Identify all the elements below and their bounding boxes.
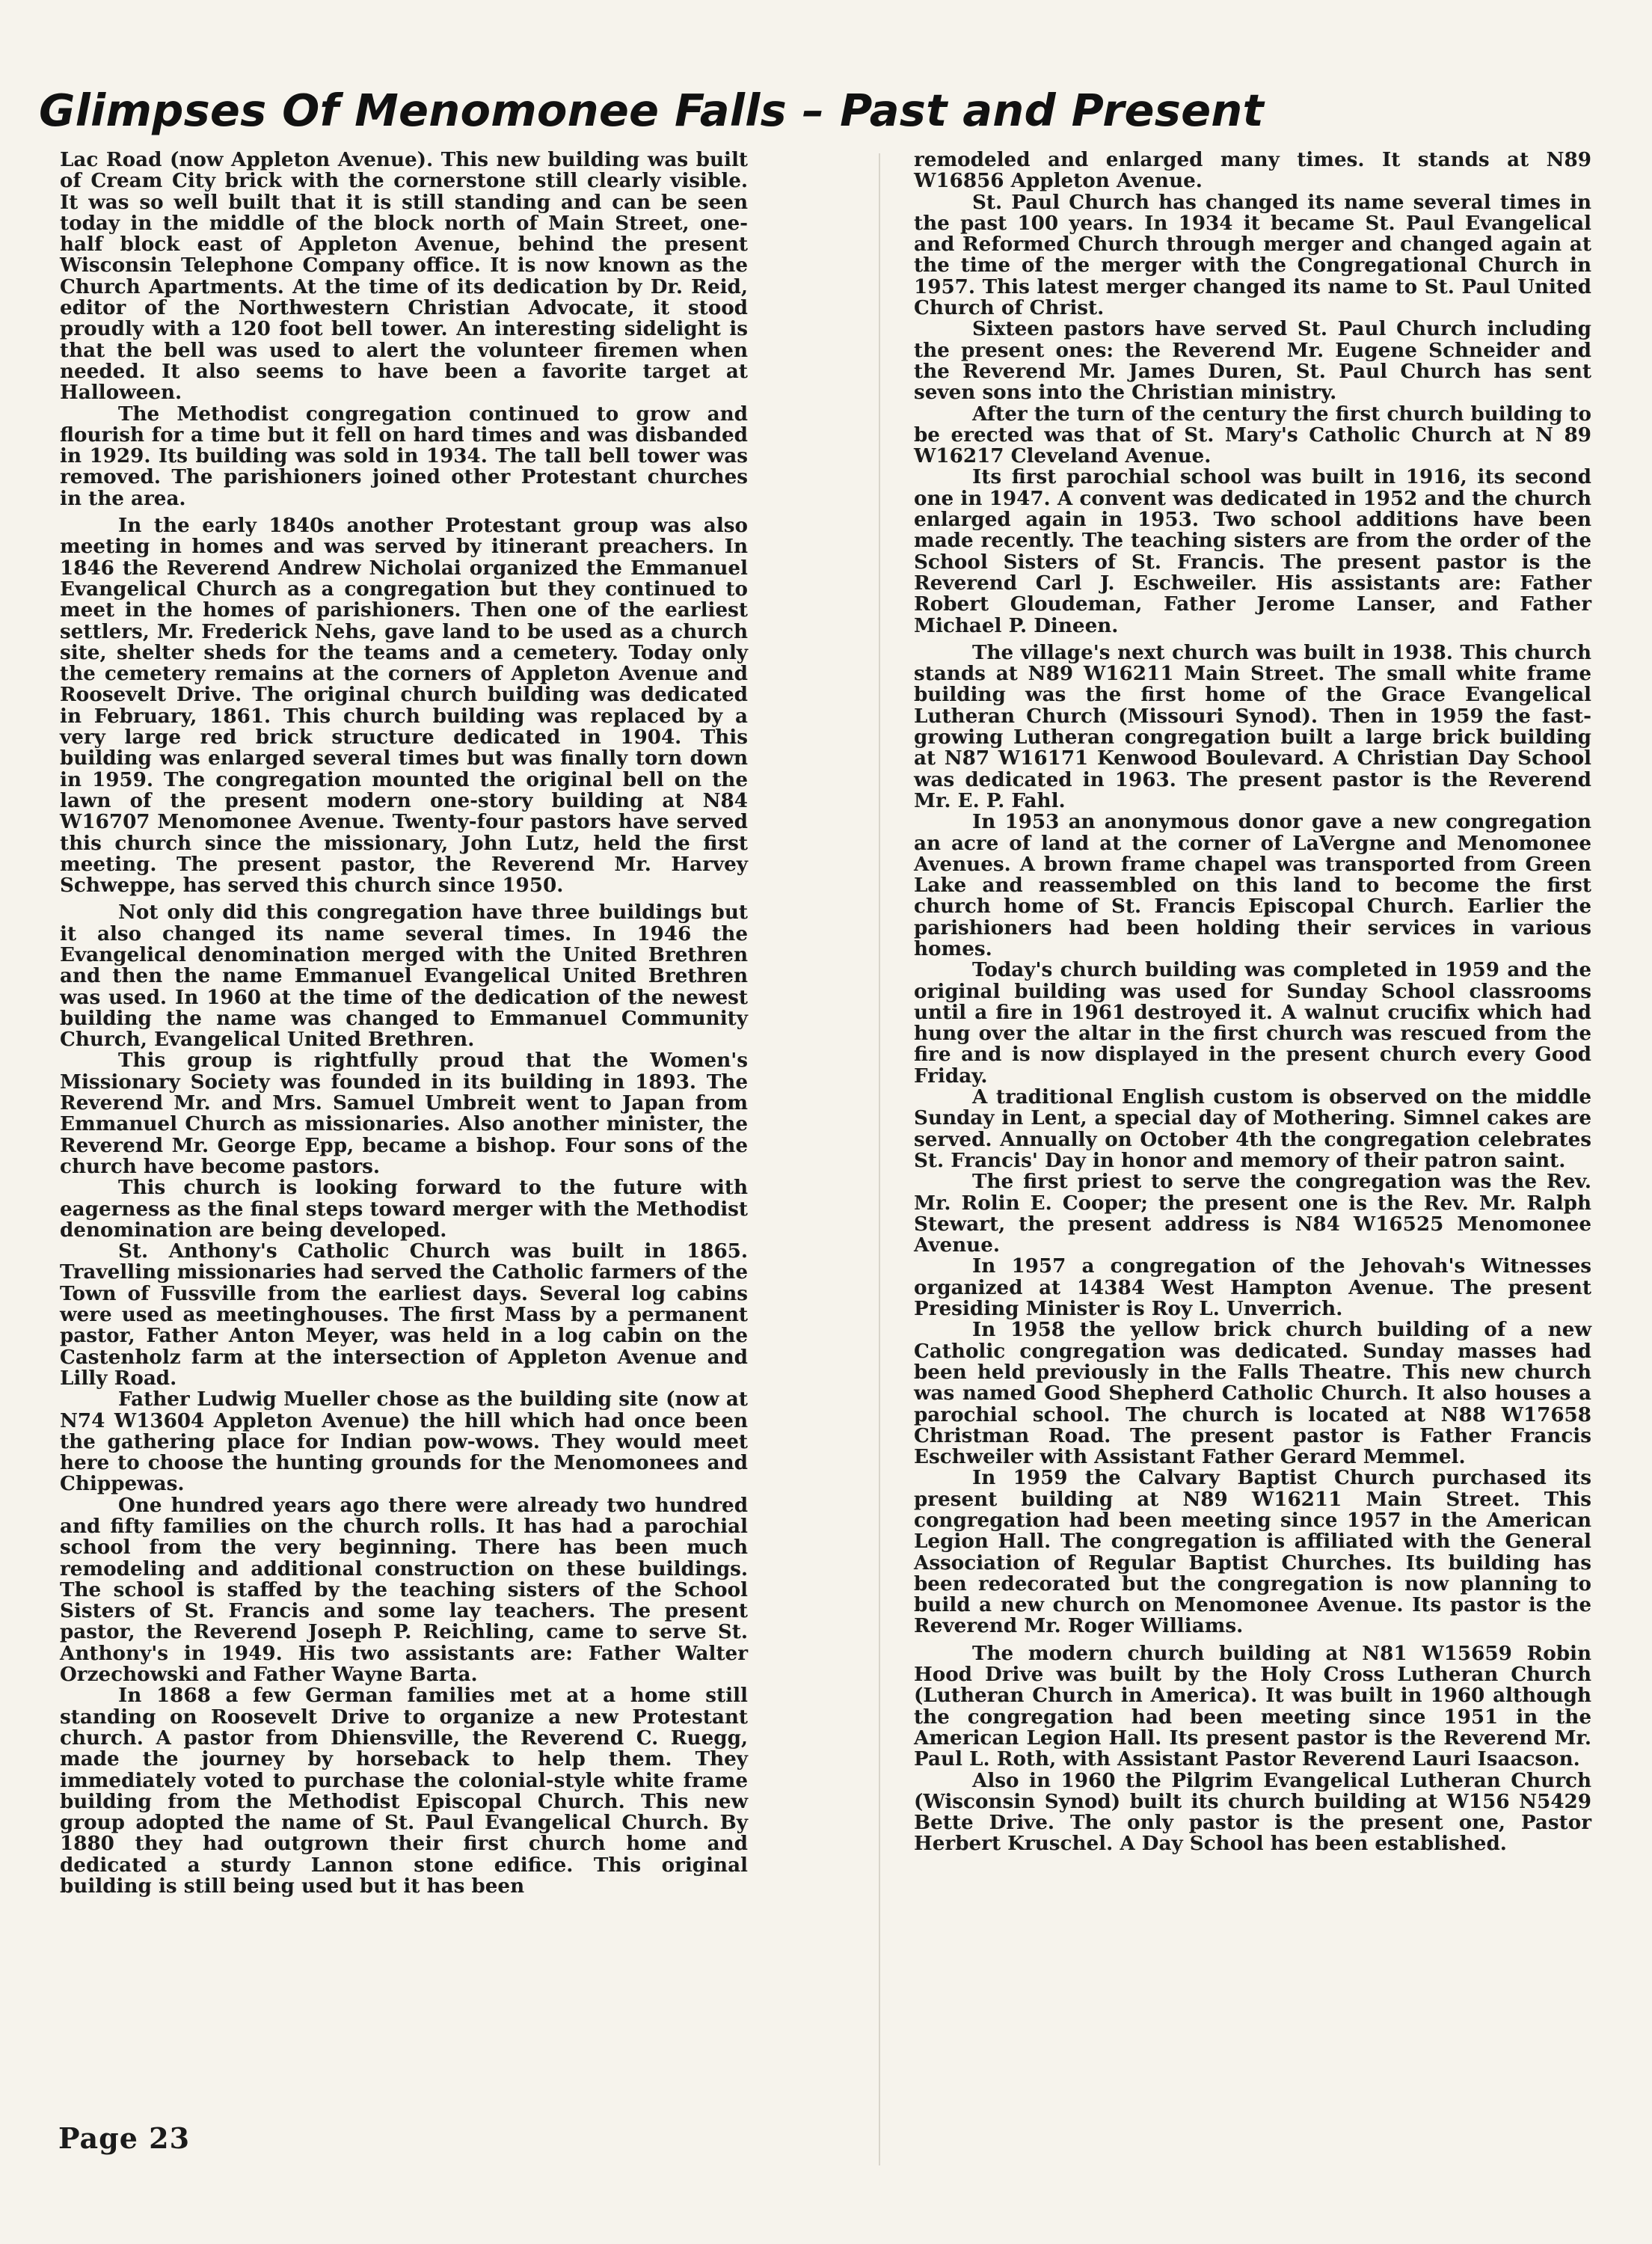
- headline: Glimpses Of Menomonee Falls – Past and Present: [39, 85, 1264, 136]
- paragraph: Also in 1960 the Pilgrim Evangelical Lutheran Church (Wisconsin Synod) built its church building at W156 N5429 Bette Drive. The only pastor is the present one, Pastor Herbert Kruschel. A Day School has been established.: [914, 1768, 1591, 1856]
- paragraph: In the early 1840s another Protestant group was also meeting in homes and was served by itinerant preachers. In 1846 the Reverend Andrew Nicholai organized the Emmanuel Evangelical Church as a congregation but they continued to meet in the homes of parishioners. Then one of the earliest settlers, Mr. Frederick Nehs, gave land to be used as a church site, shelter sheds for the teams and a cemetery. Today only the cemetery remains at the corners of Appleton Avenue and Roosevelt Drive. The original church building was dedicated in February, 1861. This church building was replaced by a very large red brick structure dedicated in 1904. This building was enlarged several times but was finally torn down in 1959. The congregation mounted the original bell on the lawn of the present modern one-story building at N84 W16707 Menomonee Avenue. Twenty-four pastors have served this church since the missionary, John Lutz, held the first meeting. The present pastor, the Reverend Mr. Harvey Schweppe, has served this church since 1950.: [60, 514, 748, 898]
- paragraph: The village's next church was built in 1938. This church stands at N89 W16211 Main Street. The small white frame building was the first home of the Grace Evangelical Lutheran Church (Missouri Synod). Then in 1959 the fast-growing Lutheran congregation built a large brick building at N87 W16171 Kenwood Boulevard. A Christian Day School was dedicated in 1963. The present pastor is the Reverend Mr. E. P. Fahl.: [914, 640, 1591, 812]
- paragraph: St. Anthony's Catholic Church was built in 1865. Travelling missionaries had served the Catholic farmers of the Town of Fussville from the earliest days. Several log cabins were used as meetinghouses. The first Mass by a permanent pastor, Father Anton Meyer, was held in a log cabin on the Castenholz farm at the intersection of Appleton Avenue and Lilly Road.: [60, 1239, 748, 1390]
- paragraph: One hundred years ago there were already two hundred and fifty families on the church rolls. It has had a parochial school from the very beginning. There has been much remodeling and additional construction on these buildings. The school is staffed by the teaching sisters of the School Sisters of St. Francis and some lay teachers. The present pastor, the Reverend Joseph P. Reichling, came to serve St. Anthony's in 1949. His two assistants are: Father Walter Orzechowski and Father Wayne Barta.: [60, 1493, 748, 1687]
- paragraph: In 1958 the yellow brick church building of a new Catholic congregation was dedicated. Sunday masses had been held previously in the Falls Theatre. This new church was named Good Shepherd Catholic Church. It also houses a parochial school. The church is located at N88 W17658 Christman Road. The present pastor is Father Francis Eschweiler with Assistant Father Gerard Memmel.: [914, 1318, 1591, 1469]
- paragraph: In 1868 a few German families met at a home still standing on Roosevelt Drive to organize a new Protestant church. A pastor from Dhiensville, the Reverend C. Ruegg, made the journey by horseback to help them. They immediately voted to purchase the colonial-style white frame building from the Methodist Episcopal Church. This new group adopted the name of St. Paul Evangelical Church. By 1880 they had outgrown their first church home and dedicated a sturdy Lannon stone edifice. This original building is still being used but it has been: [60, 1684, 748, 1898]
- paragraph: The modern church building at N81 W15659 Robin Hood Drive was built by the Holy Cross Lutheran Church (Lutheran Church in America). It was built in 1960 although the congregation had been meeting since 1951 in the American Legion Hall. Its present pastor is the Reverend Mr. Paul L. Roth, with Assistant Pastor Reverend Lauri Isaacson.: [914, 1641, 1591, 1771]
- paragraph: Lac Road (now Appleton Avenue). This new building was built of Cream City brick with the cornerstone still clearly visible. It was so well built that it is still standing and can be seen today in the middle of the block north of Main Street, one-half block east of Appleton Avenue, behind the present Wisconsin Telephone Company office. It is now known as the Church Apartments. At the time of its dedication by Dr. Reid, editor of the Northwestern Christian Advocate, it stood proudly with a 120 foot bell tower. An interesting sidelight is that the bell was used to alert the volunteer firemen when needed. It also seems to have been a favorite target at Halloween.: [60, 148, 748, 405]
- paragraph: Not only did this congregation have three buildings but it also changed its name several times. In 1946 the Evangelical denomination merged with the United Brethren and then the name Emmanuel Evangelical United Brethren was used. In 1960 at the time of the dedication of the newest building the name was changed to Emmanuel Community Church, Evangelical United Brethren.: [60, 901, 748, 1052]
- paragraph: This church is looking forward to the future with eagerness as the final steps toward merger with the Methodist denomination are being developed.: [60, 1176, 748, 1242]
- column-divider: [879, 153, 880, 2165]
- left-column: [60, 150, 748, 1897]
- paragraph: remodeled and enlarged many times. It stands at N89 W16856 Appleton Avenue.: [914, 148, 1591, 193]
- paragraph: This group is rightfully proud that the Women's Missionary Society was founded in its building in 1893. The Reverend Mr. and Mrs. Samuel Umbreit went to Japan from Emmanuel Church as missionaries. Also another minister, the Reverend Mr. George Epp, became a bishop. Four sons of the church have become pastors.: [60, 1049, 748, 1178]
- paragraph: In 1957 a congregation of the Jehovah's Witnesses organized at 14384 West Hampton Avenue. The present Presiding Minister is Roy L. Unverrich.: [914, 1254, 1591, 1321]
- paragraph: The first priest to serve the congregation was the Rev. Mr. Rolin E. Cooper; the present one is the Rev. Mr. Ralph Stewart, the present address is N84 W16525 Menomonee Avenue.: [914, 1170, 1591, 1257]
- paragraph: Its first parochial school was built in 1916, its second one in 1947. A convent was dedicated in 1952 and the church enlarged again in 1953. Two school additions have been made recently. The teaching sisters are from the order of the School Sisters of St. Francis. The present pastor is the Reverend Carl J. Eschweiler. His assistants are: Father Robert Gloudeman, Father Jerome Lanser, and Father Michael P. Dineen.: [914, 465, 1591, 637]
- paragraph: Father Ludwig Mueller chose as the building site (now at N74 W13604 Appleton Avenue) the hill which had once been the gathering place for Indian pow-wows. They would meet here to choose the hunting grounds for the Menomonees and Chippewas.: [60, 1388, 748, 1496]
- paragraph: St. Paul Church has changed its name several times in the past 100 years. In 1934 it became St. Paul Evangelical and Reformed Church through merger and changed again at the time of the merger with the Congregational Church in 1957. This latest merger changed its name to St. Paul United Church of Christ.: [914, 190, 1591, 320]
- paragraph: After the turn of the century the first church building to be erected was that of St. Mary's Catholic Church at N 89 W16217 Cleveland Avenue.: [914, 402, 1591, 468]
- paragraph: The Methodist congregation continued to grow and flourish for a time but it fell on hard times and was disbanded in 1929. Its building was sold in 1934. The tall bell tower was removed. The parishioners joined other Protestant churches in the area.: [60, 402, 748, 510]
- paragraph: Sixteen pastors have served St. Paul Church including the present ones: the Reverend Mr. Eugene Schneider and the Reverend Mr. James Duren, St. Paul Church has sent seven sons into the Christian ministry.: [914, 317, 1591, 405]
- page-number: Page 23: [58, 2121, 191, 2155]
- paragraph: In 1959 the Calvary Baptist Church purchased its present building at N89 W16211 Main Street. This congregation had been meeting since 1957 in the American Legion Hall. The congregation is affiliated with the General Association of Regular Baptist Churches. Its building has been redecorated but the congregation is now planning to build a new church on Menomonee Avenue. Its pastor is the Reverend Mr. Roger Williams.: [914, 1466, 1591, 1638]
- paragraph: In 1953 an anonymous donor gave a new congregation an acre of land at the corner of LaVergne and Menomonee Avenues. A brown frame chapel was transported from Green Lake and reassembled on this land to become the first church home of St. Francis Episcopal Church. Earlier the parishioners had been holding their services in various homes.: [914, 810, 1591, 960]
- paragraph: A traditional English custom is observed on the middle Sunday in Lent, a special day of Mothering. Simnel cakes are served. Annually on October 4th the congregation celebrates St. Francis' Day in honor and memory of their patron saint.: [914, 1085, 1591, 1172]
- paragraph: Today's church building was completed in 1959 and the original building was used for Sunday School classrooms until a fire in 1961 destroyed it. A walnut crucifix which had hung over the altar in the first church was rescued from the fire and is now displayed in the present church every Good Friday.: [914, 958, 1591, 1088]
- right-column: [914, 150, 1591, 1855]
